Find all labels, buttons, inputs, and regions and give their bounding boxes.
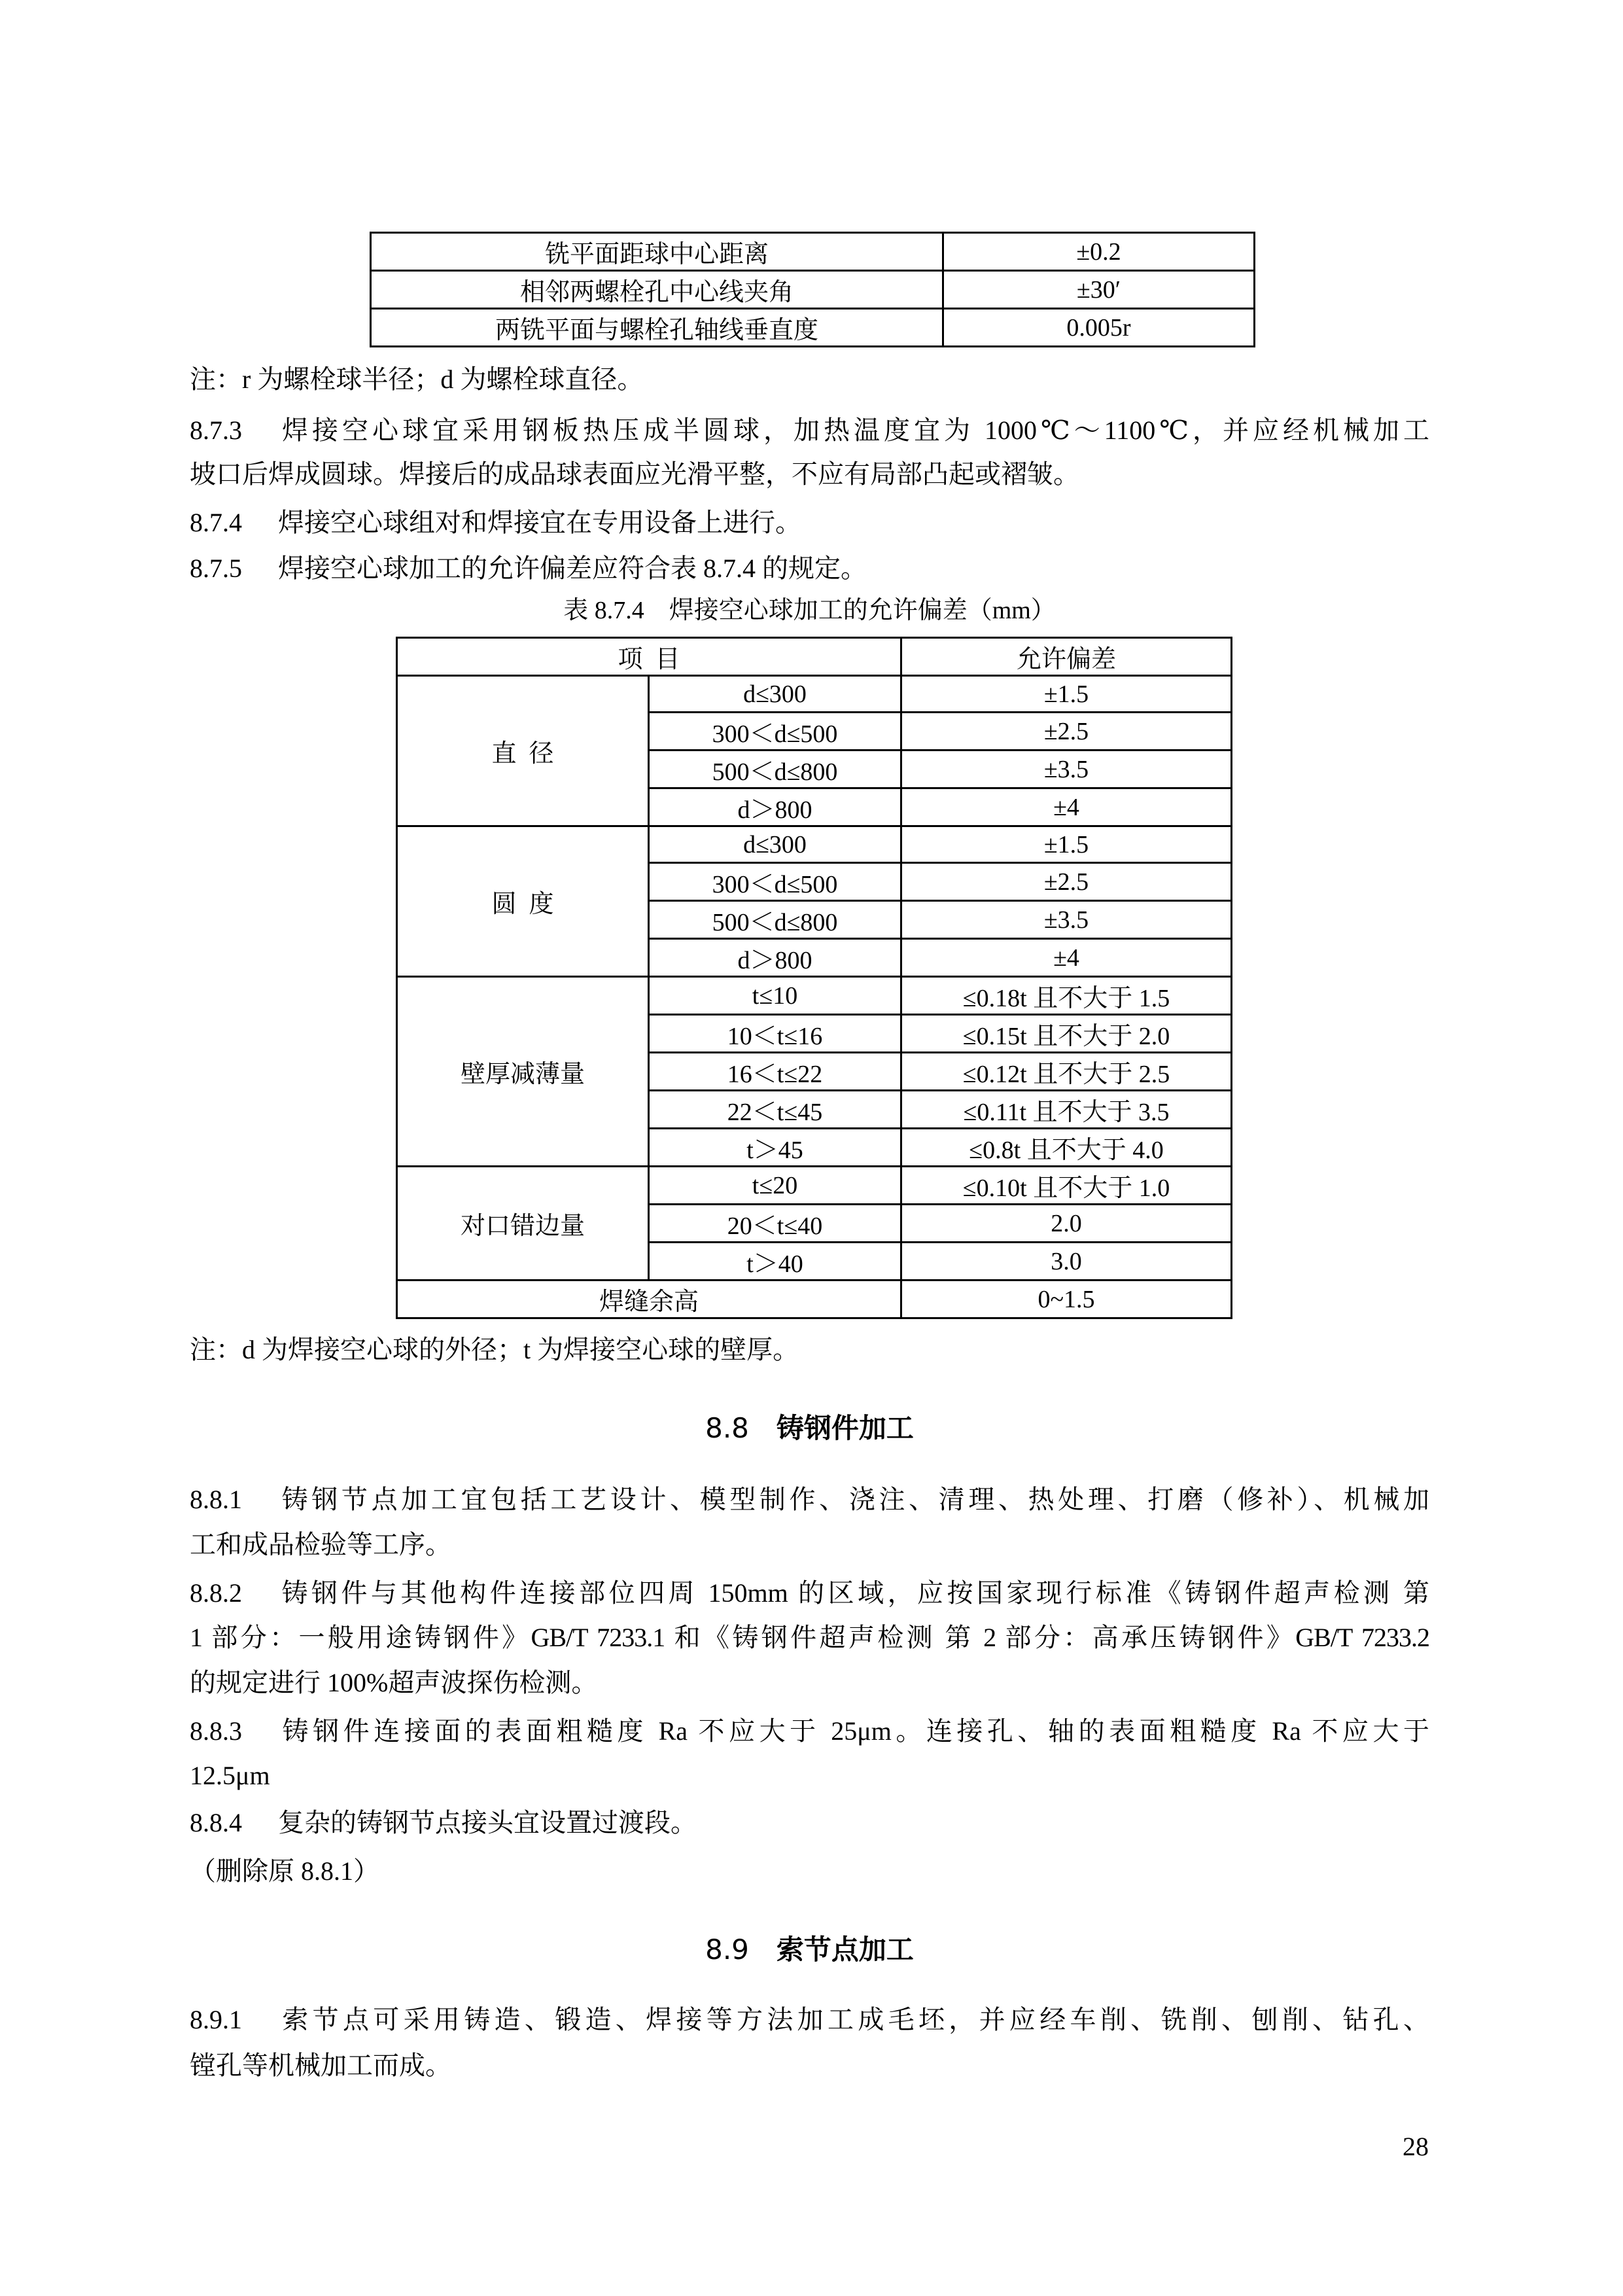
section-number: 8.8 (705, 1412, 749, 1444)
condition-cell: t≤20 (649, 1167, 901, 1205)
condition-cell: d≤300 (649, 676, 901, 713)
clause-number: 8.7.4 (190, 508, 242, 537)
item-cell: 铣平面距球中心距离 (371, 233, 943, 271)
clause-line (190, 546, 1429, 592)
page-number: 28 (1403, 2132, 1429, 2161)
clause-number: 8.7.3 (190, 415, 242, 445)
clause-line: 坡口后焊成圆球。焊接后的成品球表面应光滑平整，不应有局部凸起或褶皱。 (190, 459, 1079, 489)
tolerance-cell: 0~1.5 (901, 1280, 1232, 1318)
tolerance-cell: 0.005r (943, 309, 1255, 347)
tolerance-cell: ≤0.15t 且不大于 2.0 (901, 1015, 1232, 1053)
clause-text: 焊接空心球组对和焊接宜在专用设备上进行。 (278, 508, 801, 537)
tolerance-cell: ±4 (901, 939, 1232, 977)
section-heading (0, 1930, 1619, 1969)
table-row (371, 309, 1255, 347)
section-number: 8.9 (705, 1934, 749, 1966)
clause-text: 焊接空心球宜采用钢板热压成半圆球，加热温度宜为 1000℃～1100℃，并应经机械加工 (278, 415, 1429, 445)
header-item: 项 目 (397, 638, 901, 676)
condition-cell: d＞800 (649, 939, 901, 977)
clause-number: 8.8.2 (190, 1578, 242, 1608)
condition-cell: 20＜t≤40 (649, 1205, 901, 1243)
condition-cell: t≤10 (649, 977, 901, 1015)
table-header-row (397, 638, 1232, 676)
tolerance-cell: 2.0 (901, 1205, 1232, 1243)
clause-text: 焊接空心球加工的允许偏差应符合表 8.7.4 的规定。 (278, 554, 867, 583)
clause-line (190, 1570, 1429, 1616)
clause-number: 8.7.5 (190, 554, 242, 583)
item-cell: 相邻两螺栓孔中心线夹角 (371, 271, 943, 309)
condition-cell: 16＜t≤22 (649, 1053, 901, 1091)
condition-cell: d≤300 (649, 826, 901, 863)
tolerance-cell: ≤0.8t 且不大于 4.0 (901, 1129, 1232, 1167)
clause-number: 8.9.1 (190, 2005, 242, 2034)
clause-line (190, 1708, 1429, 1754)
clause-number: 8.8.4 (190, 1808, 242, 1837)
clause-line: 1 部分：一般用途铸钢件》GB/T 7233.1 和《铸钢件超声检测 第 2 部分：高承压铸钢件》GB/T 7233.2 (190, 1623, 1429, 1652)
table-note: 注：d 为焊接空心球的外径；t 为焊接空心球的壁厚。 (190, 1335, 799, 1364)
clause-text: 铸钢件连接面的表面粗糙度 Ra 不应大于 25μm。连接孔、轴的表面粗糙度 Ra 不应大于 (278, 1716, 1429, 1746)
hollow-sphere-tolerance-table (396, 637, 1232, 1319)
clause-line (190, 1997, 1429, 2043)
header-tolerance: 允许偏差 (901, 638, 1232, 676)
table-row (397, 826, 1232, 863)
clause-line (190, 408, 1429, 453)
clause-text: 铸钢节点加工宜包括工艺设计、模型制作、浇注、清理、热处理、打磨（修补）、机械加 (278, 1485, 1429, 1514)
clause-line (190, 1800, 1429, 1846)
section-heading (0, 1409, 1619, 1448)
group-label: 圆 度 (397, 826, 649, 977)
table-row (371, 271, 1255, 309)
condition-cell: 500＜d≤800 (649, 751, 901, 788)
condition-cell: d＞800 (649, 788, 901, 826)
condition-cell: 22＜t≤45 (649, 1091, 901, 1129)
tolerance-cell: ±0.2 (943, 233, 1255, 271)
item-cell: 焊缝余高 (397, 1280, 901, 1318)
tolerance-cell: 3.0 (901, 1243, 1232, 1280)
clause-text: 复杂的铸钢节点接头宜设置过渡段。 (278, 1808, 697, 1837)
condition-cell: t＞40 (649, 1243, 901, 1280)
clause-line (190, 500, 1429, 546)
tolerance-cell: ≤0.12t 且不大于 2.5 (901, 1053, 1232, 1091)
tolerance-cell: ±4 (901, 788, 1232, 826)
clause-text: 索节点可采用铸造、锻造、焊接等方法加工成毛坯，并应经车削、铣削、刨削、钻孔、 (278, 2005, 1429, 2034)
item-cell: 两铣平面与螺栓孔轴线垂直度 (371, 309, 943, 347)
condition-cell: t＞45 (649, 1129, 901, 1167)
table-row (397, 1280, 1232, 1318)
group-label: 壁厚减薄量 (397, 977, 649, 1167)
section-title: 铸钢件加工 (776, 1412, 914, 1444)
clause-line: 工和成品检验等工序。 (190, 1530, 451, 1559)
clause-number: 8.8.3 (190, 1716, 242, 1746)
tolerance-cell: ±3.5 (901, 751, 1232, 788)
condition-cell: 500＜d≤800 (649, 901, 901, 939)
tolerance-cell: ±2.5 (901, 713, 1232, 751)
condition-cell: 300＜d≤500 (649, 863, 901, 901)
section-title: 索节点加工 (776, 1934, 914, 1966)
table-row (397, 977, 1232, 1015)
condition-cell: 10＜t≤16 (649, 1015, 901, 1053)
clause-text: 铸钢件与其他构件连接部位四周 150mm 的区域，应按国家现行标准《铸钢件超声检测 第 (278, 1578, 1429, 1608)
group-label: 直 径 (397, 676, 649, 826)
tolerance-cell: ≤0.18t 且不大于 1.5 (901, 977, 1232, 1015)
clause-number: 8.8.1 (190, 1485, 242, 1514)
tolerance-cell: ±2.5 (901, 863, 1232, 901)
tolerance-cell: ≤0.11t 且不大于 3.5 (901, 1091, 1232, 1129)
table-row (371, 233, 1255, 271)
bolt-ball-tolerance-table (370, 232, 1255, 347)
tolerance-cell: ±3.5 (901, 901, 1232, 939)
table-note: 注：r 为螺栓球半径；d 为螺栓球直径。 (190, 364, 644, 394)
clause-line: 镗孔等机械加工而成。 (190, 2051, 451, 2080)
table-row (397, 1167, 1232, 1205)
tolerance-cell: ±1.5 (901, 826, 1232, 863)
group-label: 对口错边量 (397, 1167, 649, 1280)
tolerance-cell: ±1.5 (901, 676, 1232, 713)
tolerance-cell: ±30′ (943, 271, 1255, 309)
condition-cell: 300＜d≤500 (649, 713, 901, 751)
clause-line: 12.5μm (190, 1761, 270, 1790)
clause-line: 的规定进行 100%超声波探伤检测。 (190, 1668, 598, 1697)
tolerance-cell: ≤0.10t 且不大于 1.0 (901, 1167, 1232, 1205)
deleted-clause-note: （删除原 8.8.1） (190, 1856, 379, 1886)
clause-line (190, 1477, 1429, 1523)
table-caption: 表 8.7.4 焊接空心球加工的允许偏差（mm） (563, 597, 1056, 624)
table-row (397, 676, 1232, 713)
